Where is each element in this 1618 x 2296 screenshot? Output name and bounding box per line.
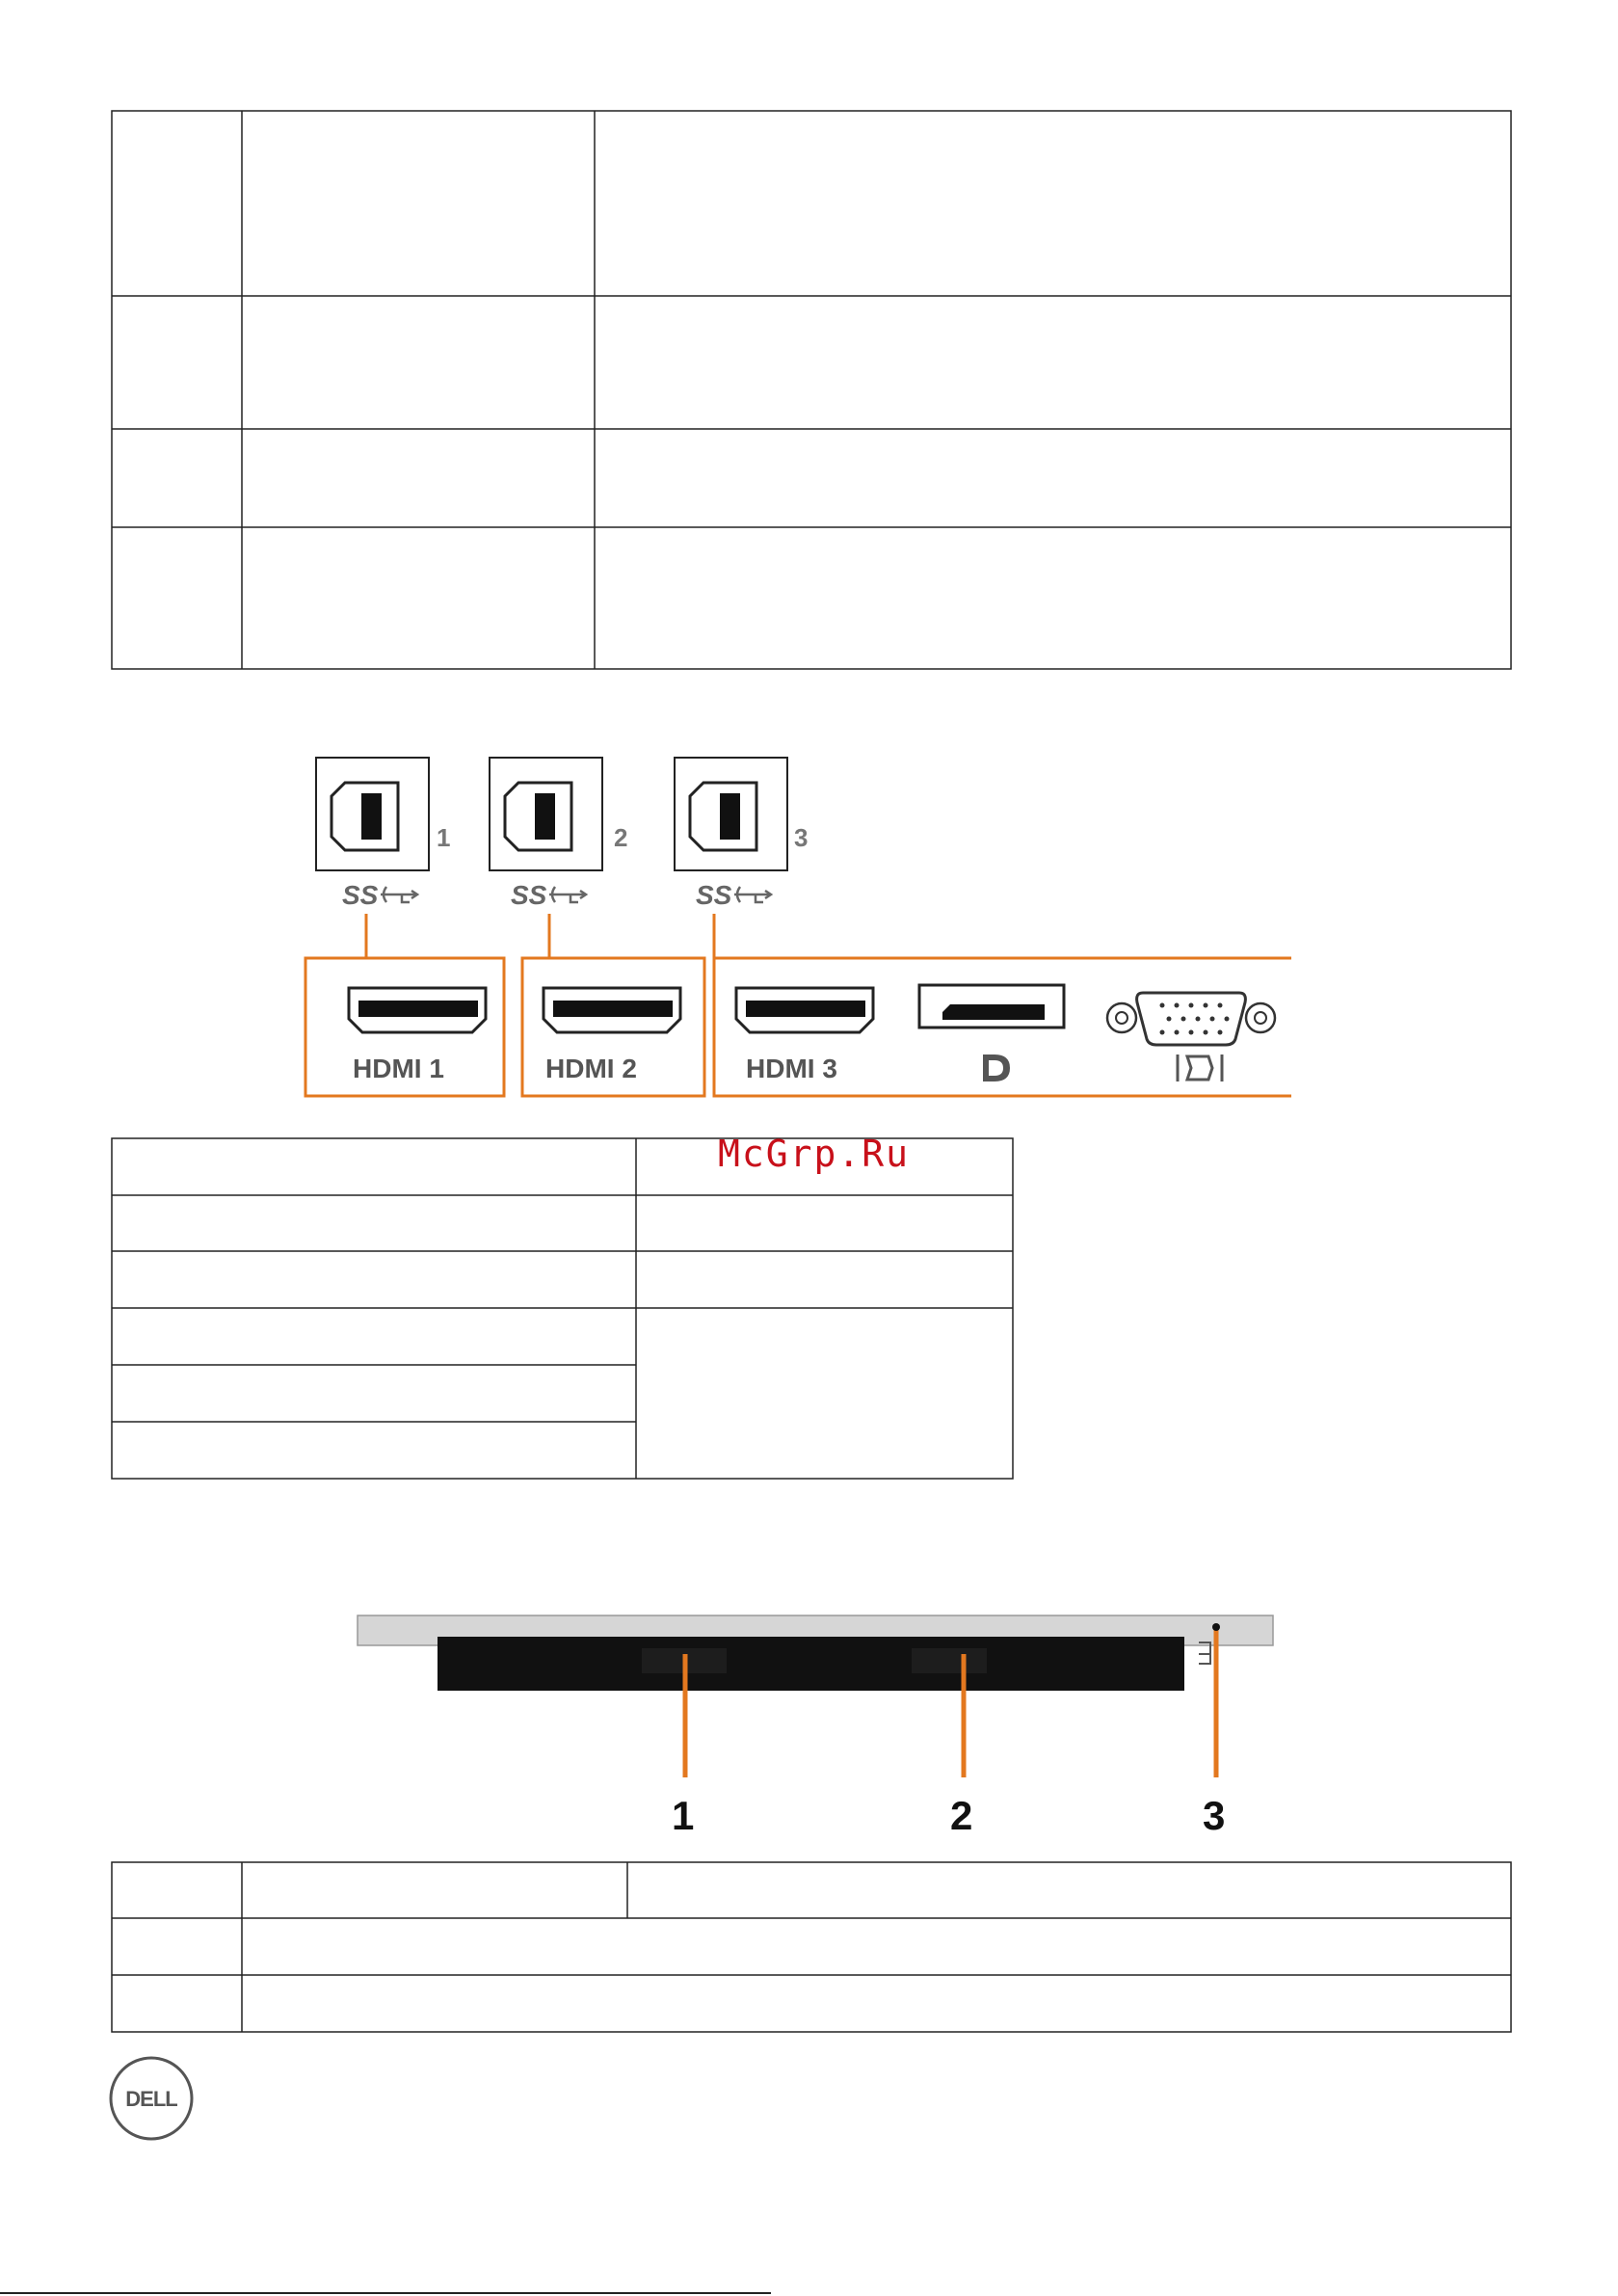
usb-number-3: 3	[794, 823, 809, 852]
table-1	[0, 0, 1618, 675]
usb-port-3	[675, 758, 808, 870]
dell-logo-text: DELL	[125, 2087, 177, 2111]
hdmi-port-3	[736, 988, 873, 1083]
vga-port	[1107, 993, 1275, 1081]
speaker-grille	[438, 1637, 1184, 1691]
vga-icon	[1178, 1055, 1222, 1081]
table-3	[0, 1851, 1618, 2034]
dell-logo	[108, 2055, 195, 2142]
watermark-text: McGrp.Ru	[718, 1133, 911, 1175]
svg-text:SS: SS	[342, 880, 379, 910]
footer-rule	[0, 2292, 771, 2294]
callout-number-2: 2	[950, 1793, 973, 1838]
bottom-view-figure	[0, 1600, 1618, 1841]
svg-text:SS: SS	[511, 880, 547, 910]
svg-text:SS: SS	[696, 880, 732, 910]
hdmi-label-3: HDMI 3	[746, 1054, 837, 1083]
callout-number-1: 1	[672, 1793, 695, 1838]
hdmi-label-1: HDMI 1	[353, 1054, 444, 1083]
usb-number-1: 1	[437, 823, 451, 852]
callout-number-3: 3	[1203, 1793, 1226, 1838]
hdmi-label-2: HDMI 2	[545, 1054, 637, 1083]
usb-port-2	[490, 758, 627, 870]
ports-figure	[0, 733, 1618, 1108]
superspeed-usb-icons	[342, 880, 771, 910]
displayport-port	[919, 985, 1064, 1081]
displayport-icon	[983, 1055, 1010, 1081]
usb-number-2: 2	[614, 823, 628, 852]
hdmi-port-1	[349, 988, 486, 1083]
usb-port-1	[316, 758, 450, 870]
hdmi-port-2	[544, 988, 680, 1083]
